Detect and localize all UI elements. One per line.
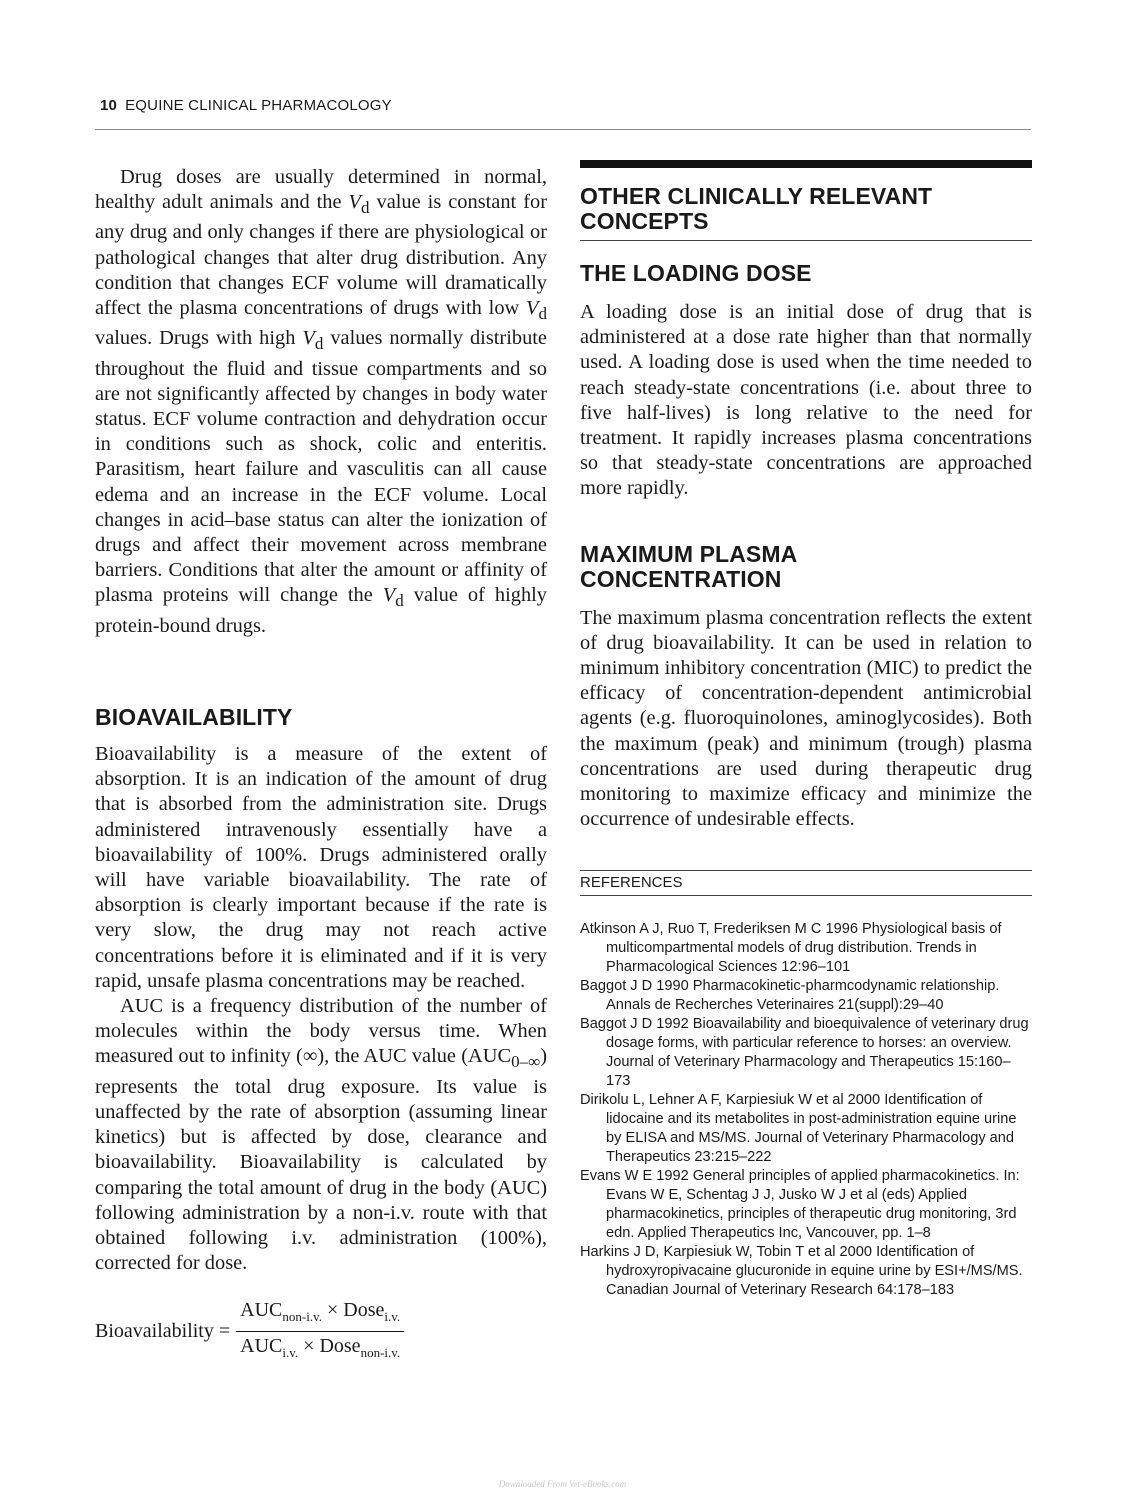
vd-paragraph: Drug doses are usually determined in normal, healthy adult animals and the $V_d$ value is constant for any drug and only changes if there are physiological or pathological changes that alter drug distribution. Any condition that changes ECF volume will dramatically affect the plasma concentrations of drugs with low $V_d$ values. Drugs with high $V_d$ values normally distribute throughout the fluid and tissue compartments and so are not significantly affected by changes in body water status. ECF volume contraction and dehydration occur in conditions such as shock, colic and enteritis. Parasitism, heart failure and vasculitis can all cause edema and an increase in the ECF volume. Local changes in acid–base status can alter the ionization of drugs and affect their movement across membrane barriers. Conditions that alter the amount or affinity of plasma proteins will change the $V_d$ value of highly protein-bound drugs.	[95, 166, 548, 637]
loading-dose-paragraph: A loading dose is an initial dose of drug that is administered at a dose rate higher than that normally used. A loading dose is used when the time needed to reach steady-state concentrations (i.e. about three to five half-lives) is long relative to the need for treatment. It rapidly increases plasma concentrations so that steady-state concentrations are approached more rapidly.	[580, 301, 1032, 500]
references-bottom-rule	[580, 895, 1032, 896]
reference-item: Atkinson A J, Ruo T, Frederiksen M C 1996 Physiological basis of multicompartmental models of drug distribution. Trends in Pharmacological Sciences 12:96–101	[580, 921, 1002, 976]
reference-item: Evans W E 1992 General principles of applied pharmacokinetics. In: Evans W E, Schentag J J, Jusko W J et al (eds) Applied pharmacokinetics, principles of therapeutic drug monitoring, 3rd edn. Applied Therapeutics Inc, Vancouver, pp. 1–8	[580, 1168, 1020, 1242]
references-heading: REFERENCES	[580, 874, 683, 892]
loading-dose-heading: THE LOADING DOSE	[580, 260, 812, 286]
right-column	[580, 160, 1032, 1300]
formula-denominator: $AUC_{i.v.}$ × Dose$_{non-i.v.}$	[240, 1335, 401, 1361]
running-header	[100, 97, 392, 114]
references-list	[580, 920, 1032, 1300]
reference-item: Baggot J D 1992 Bioavailability and bioequivalence of veterinary drug dosage forms, with particular reference to horses: an overview. Journal of Veterinary Pharmacology and Therapeutics 15:160–173	[580, 1016, 1029, 1090]
reference-item: Dirikolu L, Lehner A F, Karpiesiuk W et al 2000 Identification of lidocaine and its metabolites in post-administration equine urine by ELISA and MS/MS. Journal of Veterinary Pharmacology and Therapeutics 23:215–222	[580, 1092, 1017, 1166]
header-rule	[95, 129, 1031, 130]
section-bar	[580, 160, 1032, 168]
max-plasma-heading: MAXIMUM PLASMA CONCENTRATION	[580, 540, 798, 592]
heading-rule	[580, 240, 1032, 241]
auc-paragraph: AUC is a frequency distribution of the number of molecules within the body versus time. When measured out to infinity (∞), the AUC value $(AUC_{0-\infty})$ represents the total drug exposure. Its value is unaffected by the rate of absorption (assuming linear kinetics) but is affected by dose, clearance and bioavailability. Bioavailability is calculated by comparing the total amount of drug in the body (AUC) following administration by a non-i.v. route with that obtained following i.v. administration (100%), corrected for dose.	[95, 995, 547, 1275]
bioavailability-paragraph: Bioavailability is a measure of the extent of absorption. It is an indication of the amount of drug that is absorbed from the administration site. Drugs administered intravenously essentially have a bioavailability of 100%. Drugs administered orally will have variable bioavailability. The rate of absorption is clearly important because if the rate is very slow, the drug may not reach active concentrations before it is eliminated and if it is very rapid, unsafe plasma concentrations may be reached.	[95, 742, 547, 992]
other-concepts-heading: OTHER CLINICALLY RELEVANT CONCEPTS	[580, 183, 933, 234]
bioavailability-formula	[95, 1298, 547, 1365]
formula-numerator: $AUC_{non-i.v.}$ × Dose$_{i.v.}$	[240, 1299, 401, 1325]
bioavailability-heading: BIOAVAILABILITY	[95, 703, 293, 730]
reference-item: Harkins J D, Karpiesiuk W, Tobin T et al 2000 Identification of hydroxyropivacaine glucuronide in equine urine by ESI+/MS/MS. Canadian Journal of Veterinary Research 64:178–183	[580, 1244, 1023, 1299]
max-plasma-paragraph: The maximum plasma concentration reflects the extent of drug bioavailability. It can be used in relation to minimum inhibitory concentration (MIC) to predict the efficacy of concentration-dependent antimicrobial agents (e.g. fluoroquinolones, aminoglycosides). Both the maximum (peak) and minimum (trough) plasma concentrations are used during therapeutic drug monitoring to maximize efficacy and minimize the occurrence of undesirable effects.	[580, 606, 1032, 831]
running-title: EQUINE CLINICAL PHARMACOLOGY	[125, 97, 392, 114]
reference-item: Baggot J D 1990 Pharmacokinetic-pharmcodynamic relationship. Annals de Recherches Veterinaires 21(suppl):29–40	[580, 978, 1000, 1014]
download-watermark: Downloaded From Vet-eBooks.com	[498, 1479, 627, 1489]
formula-fraction	[236, 1298, 404, 1365]
formula-lhs: Bioavailability =	[95, 1320, 231, 1343]
fraction-bar	[236, 1331, 404, 1332]
page-number: 10	[100, 97, 118, 114]
left-column	[95, 165, 547, 1365]
